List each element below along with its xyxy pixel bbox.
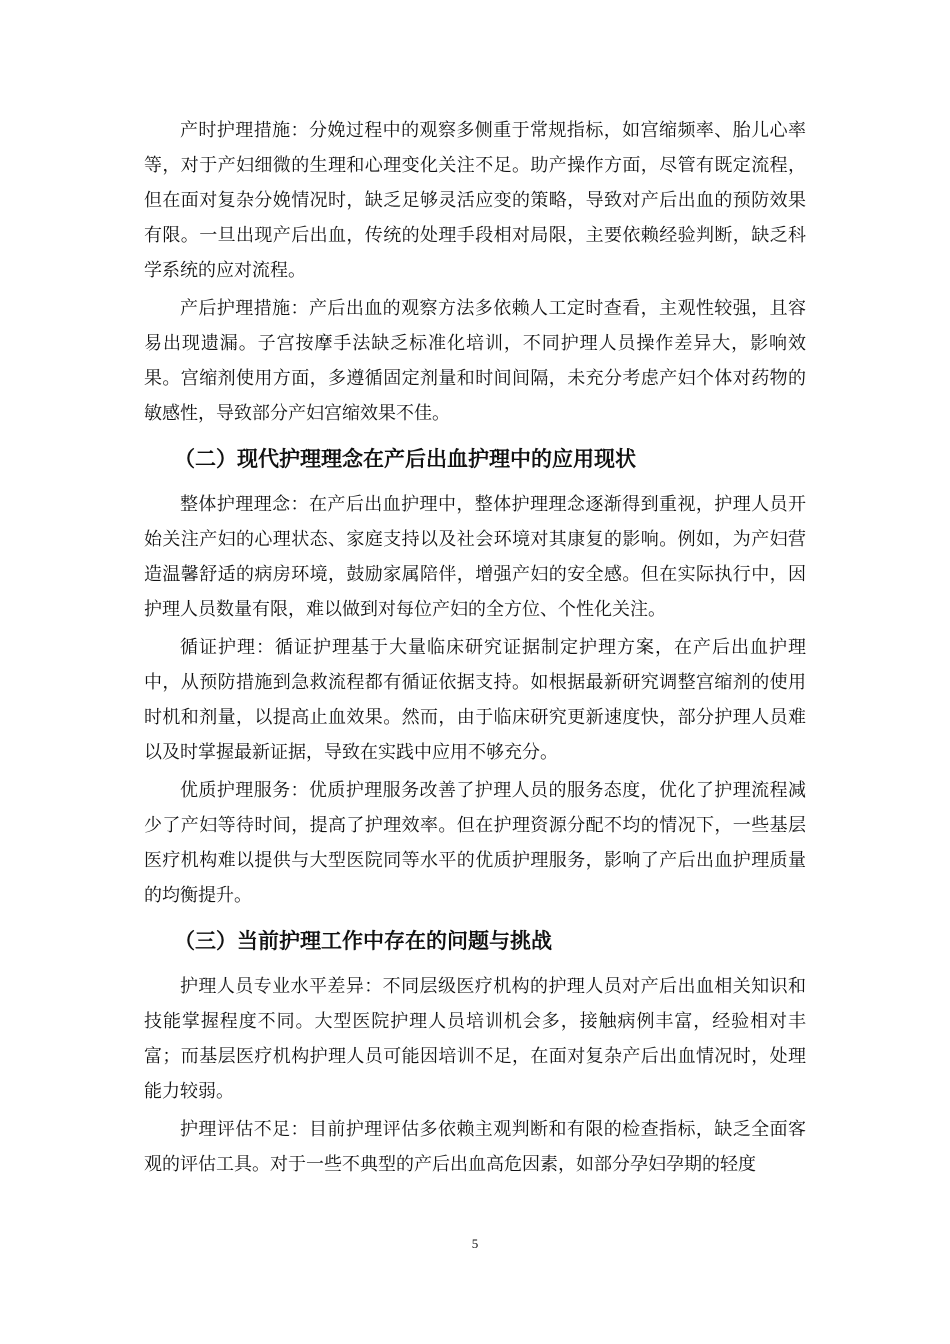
paragraph-evidence-based-nursing: 循证护理：循证护理基于大量临床研究证据制定护理方案，在产后出血护理中，从预防措施到急救流程都有循证依据支持。如根据最新研究调整宫缩剂的使用时机和剂量，以提高止血效果。然而，由于临床研究更新速度快，部分护理人员难以及时掌握最新证据，导致在实践中应用不够充分。	[144, 637, 806, 763]
paragraph-postpartum-care: 产后护理措施：产后出血的观察方法多依赖人工定时查看，主观性较强，且容易出现遗漏。子宫按摩手法缺乏标准化培训，不同护理人员操作差异大，影响效果。宫缩剂使用方面，多遵循固定剂量和时间间隔，未充分考虑产妇个体对药物的敏感性，导致部分产妇宫缩效果不佳。	[144, 298, 806, 424]
paragraph-insufficient-assessment: 护理评估不足：目前护理评估多依赖主观判断和有限的检查指标，缺乏全面客观的评估工具。对于一些不典型的产后出血高危因素，如部分孕妇孕期的轻度	[144, 1119, 806, 1175]
paragraph-quality-nursing-service: 优质护理服务：优质护理服务改善了护理人员的服务态度，优化了护理流程减少了产妇等待时间，提高了护理效率。但在护理资源分配不均的情况下，一些基层医疗机构难以提供与大型医院同等水平的优质护理服务，影响了产后出血护理质量的均衡提升。	[144, 780, 806, 906]
paragraph-holistic-nursing: 整体护理理念：在产后出血护理中，整体护理理念逐渐得到重视，护理人员开始关注产妇的心理状态、家庭支持以及社会环境对其康复的影响。例如，为产妇营造温馨舒适的病房环境，鼓励家属陪伴，增强产妇的安全感。但在实际执行中，因护理人员数量有限，难以做到对每位产妇的全方位、个性化关注。	[144, 494, 806, 620]
paragraph-staff-skill-differences: 护理人员专业水平差异：不同层级医疗机构的护理人员对产后出血相关知识和技能掌握程度不同。大型医院护理人员培训机会多，接触病例丰富，经验相对丰富；而基层医疗机构护理人员可能因培训不足，在面对复杂产后出血情况时，处理能力较弱。	[144, 976, 806, 1102]
page-content	[144, 113, 806, 1185]
section-heading-problems-challenges: （三）当前护理工作中存在的问题与挑战	[174, 929, 552, 953]
page-number: 5	[471, 1236, 479, 1251]
section-heading-modern-nursing: （二）现代护理理念在产后出血护理中的应用现状	[174, 447, 636, 471]
paragraph-intrapartum-care: 产时护理措施：分娩过程中的观察多侧重于常规指标，如宫缩频率、胎儿心率等，对于产妇细微的生理和心理变化关注不足。助产操作方面，尽管有既定流程，但在面对复杂分娩情况时，缺乏足够灵活应变的策略，导致对产后出血的预防效果有限。一旦出现产后出血，传统的处理手段相对局限，主要依赖经验判断，缺乏科学系统的应对流程。	[144, 120, 806, 281]
